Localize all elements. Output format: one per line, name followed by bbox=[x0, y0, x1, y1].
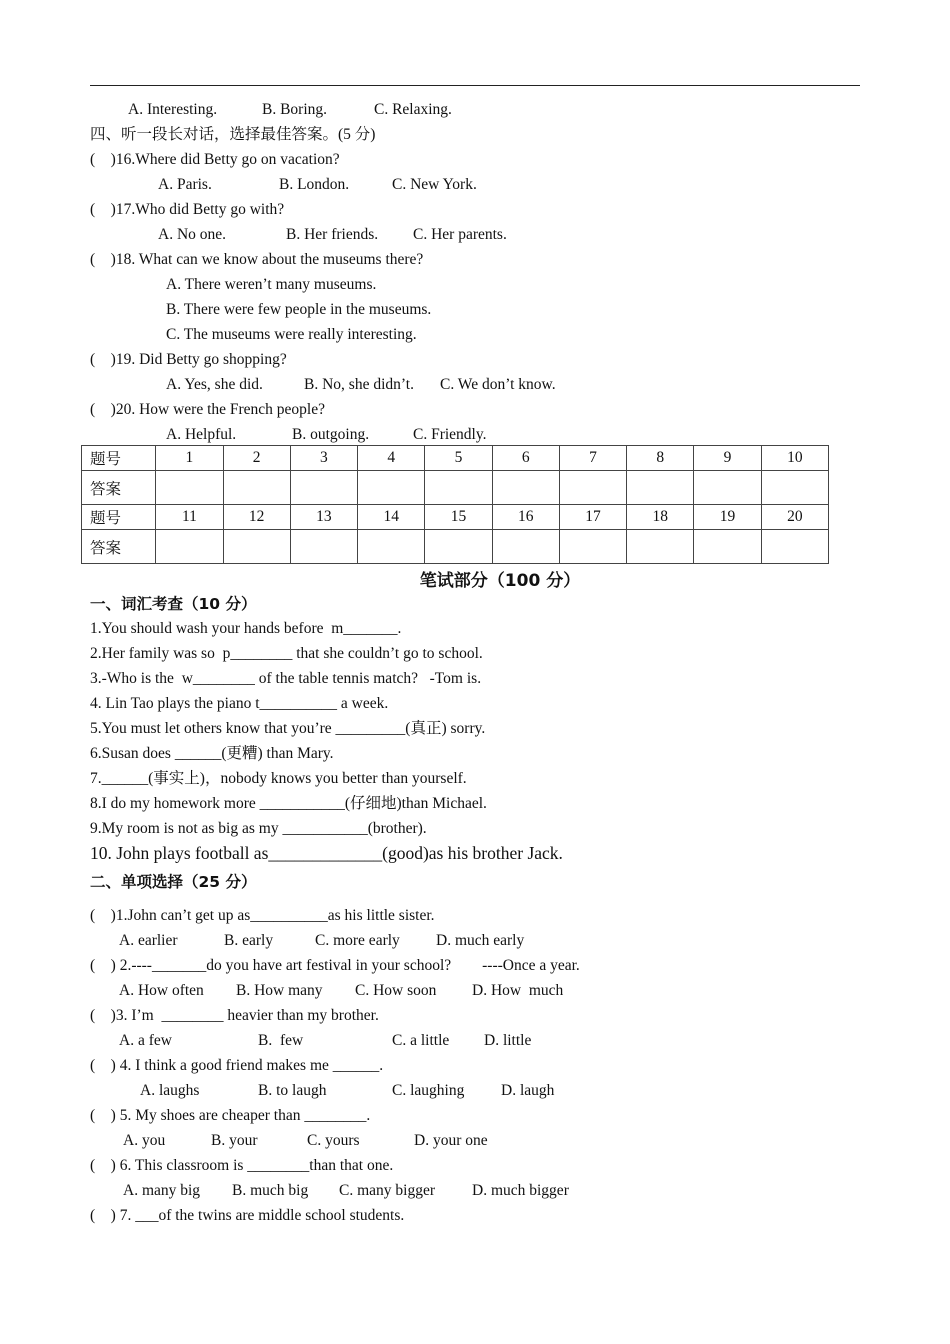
answer-cell[interactable] bbox=[492, 530, 559, 564]
table-cell: 8 bbox=[627, 446, 694, 471]
answer-cell[interactable] bbox=[290, 471, 357, 505]
q20-option-c: C. Friendly. bbox=[413, 426, 487, 443]
q15-option-b: B. Boring. bbox=[262, 101, 328, 118]
row-label-number: 题号 bbox=[82, 505, 156, 530]
row-label-number: 题号 bbox=[82, 446, 156, 471]
mc-q2-option-d: D. How much bbox=[472, 982, 564, 999]
table-cell: 13 bbox=[290, 505, 357, 530]
mc-q1-option-b: B. early bbox=[224, 932, 274, 949]
vocab-item: 8.I do my homework more ___________(仔细地)than Michael. bbox=[90, 795, 487, 812]
mc-heading: 二、单项选择（25 分） bbox=[90, 873, 257, 891]
mc-q3-option-c: C. a little bbox=[392, 1032, 450, 1049]
answer-cell[interactable] bbox=[559, 471, 626, 505]
mc-q3-stem: ( )3. I’m ________ heavier than my brother. bbox=[90, 1007, 379, 1024]
q19-stem: ( )19. Did Betty go shopping? bbox=[90, 351, 287, 368]
answer-cell[interactable] bbox=[627, 530, 694, 564]
vocab-item: 4. Lin Tao plays the piano t__________ a week. bbox=[90, 695, 389, 712]
answer-cell[interactable] bbox=[290, 530, 357, 564]
mc-q1-option-c: C. more early bbox=[315, 932, 400, 949]
table-cell: 20 bbox=[761, 505, 828, 530]
q20-option-a: A. Helpful. bbox=[166, 426, 237, 443]
mc-q6-option-b: B. much big bbox=[232, 1182, 309, 1199]
vocab-heading: 一、词汇考查（10 分） bbox=[90, 595, 257, 613]
answer-cell[interactable] bbox=[223, 471, 290, 505]
answer-cell[interactable] bbox=[627, 471, 694, 505]
written-section-title: 笔试部分（100 分） bbox=[419, 571, 581, 591]
q16-stem: ( )16.Where did Betty go on vacation? bbox=[90, 151, 340, 168]
mc-q3-option-a: A. a few bbox=[119, 1032, 172, 1049]
q18-option-a: A. There weren’t many museums. bbox=[166, 276, 377, 293]
q15-option-c: C. Relaxing. bbox=[374, 101, 452, 118]
q16-option-b: B. London. bbox=[279, 176, 350, 193]
table-row bbox=[82, 530, 829, 564]
table-cell: 19 bbox=[694, 505, 761, 530]
mc-q5-option-d: D. your one bbox=[414, 1132, 488, 1149]
mc-q1-stem: ( )1.John can’t get up as__________as his little sister. bbox=[90, 907, 435, 924]
mc-q2-option-a: A. How often bbox=[119, 982, 204, 999]
q19-option-c: C. We don’t know. bbox=[440, 376, 556, 393]
mc-q2-stem: ( ) 2.----_______do you have art festival in your school? ----Once a year. bbox=[90, 957, 580, 974]
table-cell: 18 bbox=[627, 505, 694, 530]
mc-q6-option-c: C. many bigger bbox=[339, 1182, 435, 1199]
mc-q1-option-d: D. much early bbox=[436, 932, 525, 949]
answer-cell[interactable] bbox=[425, 530, 492, 564]
answer-cell[interactable] bbox=[694, 471, 761, 505]
vocab-item: 6.Susan does ______(更糟) than Mary. bbox=[90, 745, 334, 762]
answer-cell[interactable] bbox=[358, 530, 425, 564]
mc-q5-option-a: A. you bbox=[123, 1132, 166, 1149]
answer-cell[interactable] bbox=[425, 471, 492, 505]
mc-q4-option-b: B. to laugh bbox=[258, 1082, 327, 1099]
q19-option-a: A. Yes, she did. bbox=[166, 376, 263, 393]
q17-option-b: B. Her friends. bbox=[286, 226, 379, 243]
mc-q2-option-c: C. How soon bbox=[355, 982, 437, 999]
q18-option-c: C. The museums were really interesting. bbox=[166, 326, 417, 343]
q15-option-a: A. Interesting. bbox=[128, 101, 218, 118]
table-cell: 14 bbox=[358, 505, 425, 530]
q20-stem: ( )20. How were the French people? bbox=[90, 401, 325, 418]
mc-q4-option-a: A. laughs bbox=[140, 1082, 200, 1099]
mc-q4-option-d: D. laugh bbox=[501, 1082, 555, 1099]
table-cell: 4 bbox=[358, 446, 425, 471]
q17-stem: ( )17.Who did Betty go with? bbox=[90, 201, 285, 218]
answer-cell[interactable] bbox=[559, 530, 626, 564]
table-row bbox=[82, 505, 829, 530]
table-cell: 17 bbox=[559, 505, 626, 530]
mc-q5-option-b: B. your bbox=[211, 1132, 258, 1149]
vocab-item: 9.My room is not as big as my ___________(brother). bbox=[90, 820, 427, 837]
q16-option-c: C. New York. bbox=[392, 176, 477, 193]
mc-q2-option-b: B. How many bbox=[236, 982, 323, 999]
vocab-item: 3.-Who is the w________ of the table tennis match? -Tom is. bbox=[90, 670, 482, 687]
table-cell: 9 bbox=[694, 446, 761, 471]
mc-q5-stem: ( ) 5. My shoes are cheaper than ________. bbox=[90, 1107, 371, 1124]
table-cell: 10 bbox=[761, 446, 828, 471]
mc-q6-option-a: A. many big bbox=[123, 1182, 201, 1199]
q19-option-b: B. No, she didn’t. bbox=[304, 376, 414, 393]
answer-cell[interactable] bbox=[223, 530, 290, 564]
q17-option-a: A. No one. bbox=[158, 226, 227, 243]
vocab-item: 10. John plays football as_____________(good)as his brother Jack. bbox=[90, 843, 563, 863]
table-row bbox=[82, 471, 829, 505]
table-cell: 1 bbox=[156, 446, 223, 471]
mc-q3-option-d: D. little bbox=[484, 1032, 532, 1049]
answer-cell[interactable] bbox=[156, 530, 223, 564]
table-cell: 15 bbox=[425, 505, 492, 530]
answer-cell[interactable] bbox=[156, 471, 223, 505]
answer-cell[interactable] bbox=[492, 471, 559, 505]
table-cell: 3 bbox=[290, 446, 357, 471]
mc-q6-option-d: D. much bigger bbox=[472, 1182, 569, 1199]
vocab-item: 2.Her family was so p________ that she couldn’t go to school. bbox=[90, 645, 483, 662]
q18-option-b: B. There were few people in the museums. bbox=[166, 301, 432, 318]
table-row bbox=[82, 446, 829, 471]
table-cell: 2 bbox=[223, 446, 290, 471]
row-label-answer: 答案 bbox=[82, 530, 156, 564]
table-cell: 5 bbox=[425, 446, 492, 471]
q17-option-c: C. Her parents. bbox=[413, 226, 507, 243]
mc-q7-stem: ( ) 7. ___of the twins are middle school students. bbox=[90, 1207, 405, 1224]
vocab-item: 5.You must let others know that you’re _________(真正) sorry. bbox=[90, 720, 486, 737]
q20-option-b: B. outgoing. bbox=[292, 426, 370, 443]
mc-q3-option-b: B. few bbox=[258, 1032, 304, 1049]
table-cell: 7 bbox=[559, 446, 626, 471]
mc-q6-stem: ( ) 6. This classroom is ________than that one. bbox=[90, 1157, 394, 1174]
answer-cell[interactable] bbox=[358, 471, 425, 505]
mc-q5-option-c: C. yours bbox=[307, 1132, 360, 1149]
table-cell: 11 bbox=[156, 505, 223, 530]
q18-stem: ( )18. What can we know about the museums there? bbox=[90, 251, 424, 268]
mc-q4-option-c: C. laughing bbox=[392, 1082, 465, 1099]
header-rule bbox=[90, 85, 860, 86]
section4-heading: 四、听一段长对话，选择最佳答案。(5 分) bbox=[90, 126, 376, 143]
mc-q1-option-a: A. earlier bbox=[119, 932, 178, 949]
answer-cell[interactable] bbox=[761, 530, 828, 564]
row-label-answer: 答案 bbox=[82, 471, 156, 505]
mc-q4-stem: ( ) 4. I think a good friend makes me ______. bbox=[90, 1057, 384, 1074]
q16-option-a: A. Paris. bbox=[158, 176, 212, 193]
table-cell: 12 bbox=[223, 505, 290, 530]
answer-table bbox=[81, 445, 829, 564]
table-cell: 6 bbox=[492, 446, 559, 471]
answer-cell[interactable] bbox=[761, 471, 828, 505]
vocab-item: 1.You should wash your hands before m_______. bbox=[90, 620, 402, 637]
table-cell: 16 bbox=[492, 505, 559, 530]
vocab-item: 7.______(事实上)，nobody knows you better than yourself. bbox=[90, 770, 467, 787]
answer-cell[interactable] bbox=[694, 530, 761, 564]
